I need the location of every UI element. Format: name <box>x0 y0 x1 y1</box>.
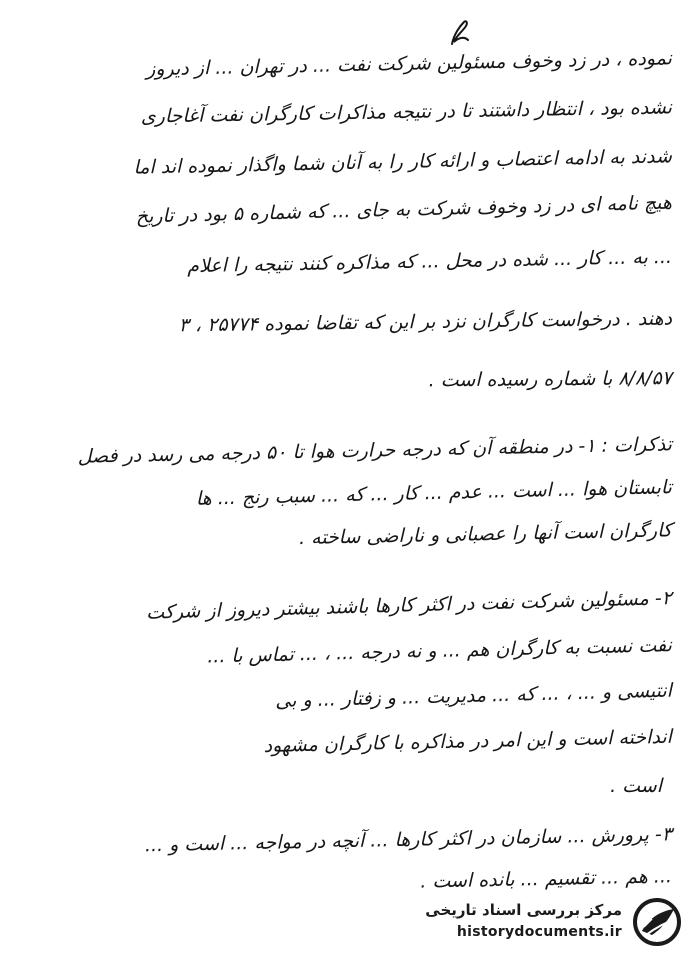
text-line: هیچ نامه ای در زد وخوف شرکت به جای ... که شماره ۵ بود در تاریخ <box>135 191 673 228</box>
text-line: کارگران است آنها را عصبانی و ناراضی ساخته . <box>298 519 673 550</box>
watermark-title: مرکز بررسی اسناد تاریخی <box>425 901 622 919</box>
text-line: تابستان هوا ... است ... عدم ... کار ... که ... سبب رنج ... ها <box>195 476 673 510</box>
book-emblem-icon <box>630 897 684 947</box>
text-line: نموده ، در زد وخوف مسئولین شرکت نفت ... در تهران ... از دیروز <box>145 47 673 81</box>
handwritten-mark-icon <box>448 18 472 48</box>
text-line: ۳- پرورش ... سازمان در اکثر کارها ... آنچه در مواجه ... است و ... <box>144 823 673 857</box>
text-line: دهند . درخواست کارگران نزد بر این که تقاضا نموده ۲۵۷۷۴ ، ۳ <box>178 307 673 337</box>
text-line: ... هم ... تقسیم ... بانده است . <box>420 865 673 893</box>
text-line: نشده بود ، انتظار داشتند تا در نتیجه مذاکرات کارگران نفت آغاجاری <box>140 96 673 128</box>
text-line: ... به ... کار ... شده در محل ... که مذاکره کنند نتیجه را اعلام <box>186 245 673 278</box>
text-line: انداخته است و این امر در مذاکره با کارگران مشهود <box>263 725 673 758</box>
text-line: ۲- مسئولین شرکت نفت در اکثر کارها باشند بیشتر دیروز از شرکت <box>145 587 673 624</box>
text-line: شدند به ادامه اعتصاب و ارائه کار را به آنان شما واگذار نموده اند اما <box>133 145 673 179</box>
text-line: تذکرات : ۱- در منطقه آن که درجه حرارت هوا تا ۵۰ درجه می رسد در فصل <box>77 433 673 468</box>
archive-watermark <box>420 893 692 951</box>
watermark-url: historydocuments.ir <box>456 924 622 940</box>
text-line: انتیسی و ... ، ... که ... مدیریت ... و زفتار ... و بی <box>274 679 673 713</box>
text-line: است . <box>610 775 662 797</box>
text-line: نفت نسبت به کارگران هم ... و نه درجه ... ، ... تماس با ... <box>206 634 673 668</box>
text-line: ۸/۸/۵۷ با شماره رسیده است . <box>428 367 673 392</box>
